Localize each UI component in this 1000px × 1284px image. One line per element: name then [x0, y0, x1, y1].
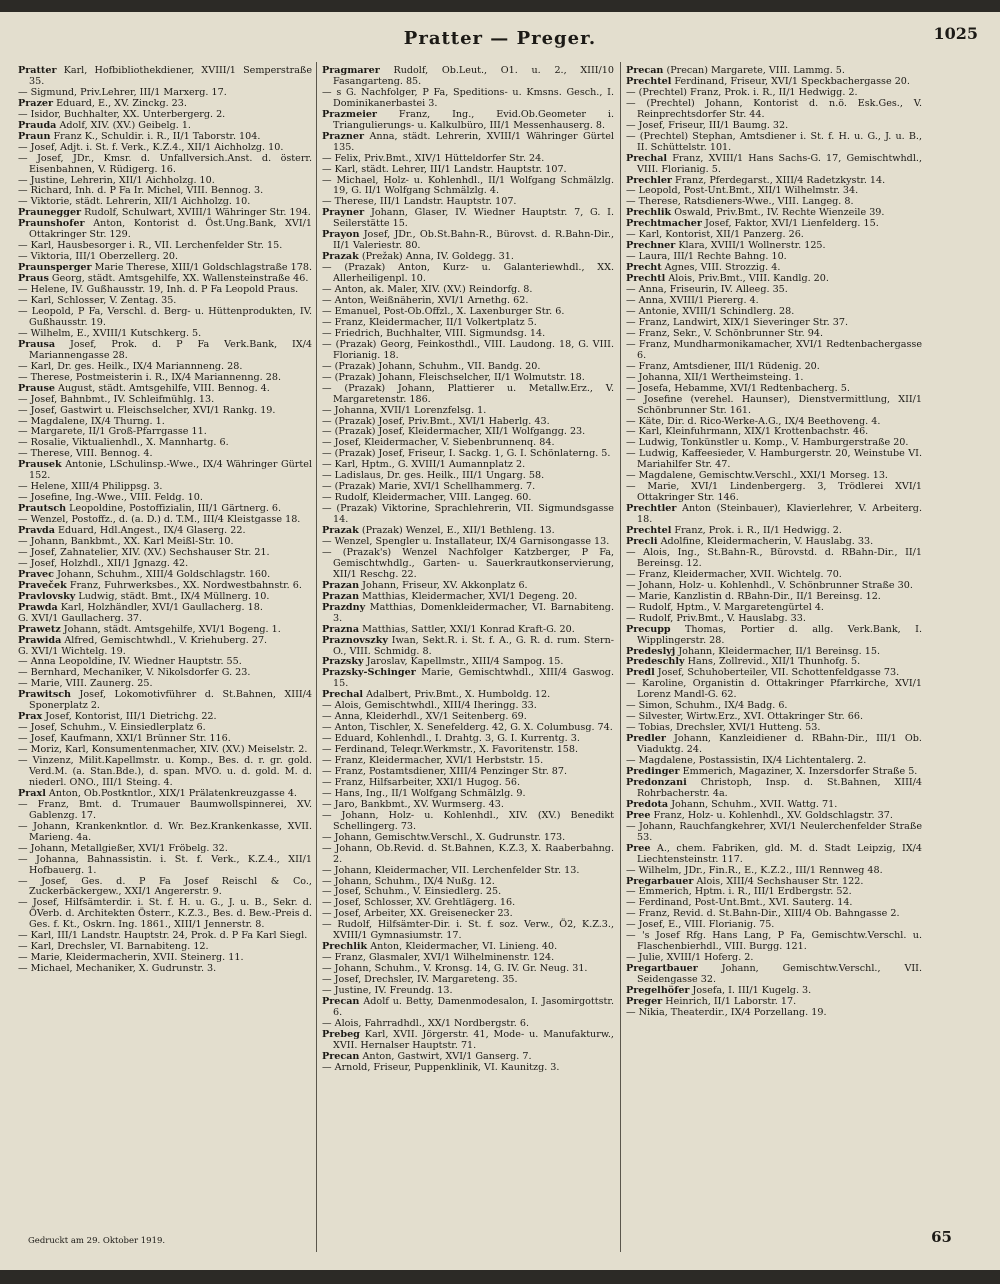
directory-entry: — Josef, Arbeiter, XX. Greisenecker 23.: [322, 908, 513, 920]
directory-entry: — Leopold, P Fa, Verschl. d. Berg- u. Hüttenprodukten, IV. Gußhausstr. 19.: [18, 305, 312, 328]
directory-entry: — Marie, XVI/1 Lindenbergerg. 3, Trödlerei XVI/1 Ottakringer Str. 146.: [626, 481, 922, 504]
directory-entry: — Josefine, Ing.-Wwe., VIII. Feldg. 10.: [18, 492, 203, 504]
directory-entry: — Ferdinand, Teleqr.Werkmstr., X. Favoritenstr. 158.: [322, 744, 579, 756]
directory-entry: — Nikia, Theaterdir., IX/4 Porzellang. 19.: [626, 1006, 827, 1018]
directory-entry: Prausek Antonie, LSchulinsp.-Wwe., IX/4 Währinger Gürtel 152.: [18, 459, 312, 482]
directory-entry: — Ferdinand, Post-Unt.Bmt., XVI. Sauterg. 14.: [626, 897, 853, 909]
directory-entry: — (Prechtel) Stephan, Amtsdiener i. St. f. H. u. G., J. u. B., II. Schüttelstr. 101.: [626, 130, 922, 153]
page-title: Pratter — Preger.: [403, 28, 597, 49]
directory-entry: — Johann, Bankbmt., XX. Karl Meißl-Str. 10.: [18, 535, 234, 547]
directory-entry: Pravlovsky Ludwig, städt. Bmt., IX/4 Müllnerg. 10.: [18, 590, 270, 602]
directory-entry: Prazsky-Schinger Marie, Gemischtwhdl., XIII/4 Gaswog. 15.: [322, 667, 614, 690]
directory-entry: — Karl, Kontorist, XII/1 Panzerg. 26.: [626, 229, 804, 241]
directory-entry: Prauda Adolf, XIV. (XV.) Geibelg. 1.: [18, 119, 191, 131]
directory-entry: — Josef, Bahnbmt., IV. Schleifmühlg. 13.: [18, 393, 215, 405]
directory-entry: Prawitsch Josef, Lokomotivführer d. St.Bahnen, XIII/4 Sponerplatz 2.: [18, 689, 312, 712]
directory-entry: Prazak (Prazak) Wenzel, E., XII/1 Bethleng. 13.: [322, 525, 555, 537]
directory-entry: — Johann, Metallgießer, XVI/1 Fröbelg. 32.: [18, 842, 228, 854]
directory-entry: — Anna Leopoldine, IV. Wiedner Hauptstr. 55.: [18, 656, 242, 668]
directory-entry: — Johann, Kleidermacher, VII. Lerchenfelder Str. 13.: [322, 864, 580, 876]
directory-entry: — Johann, Rauchfangkehrer, XVI/1 Neulerchenfelder Straße 53.: [626, 820, 922, 843]
directory-entry: — Alois, Gemischtwhdl., XIII/4 Iheringg. 33.: [322, 700, 537, 712]
directory-entry: — Josef, Schuhm., V. Einsiedlerg. 25.: [322, 886, 502, 898]
directory-entry: — Rudolf, Kleidermacher, VIII. Langeg. 60.: [322, 492, 532, 504]
directory-entry: Predonzani Christoph, Insp. d. St.Bahnen, XIII/4 Rohrbacherstr. 4a.: [626, 776, 922, 799]
directory-entry: Praunshofer Anton, Kontorist d. Öst.Ung.Bank, XVI/1 Ottakringer Str. 129.: [18, 218, 312, 241]
directory-entry: Prazna Matthias, Sattler, XXI/1 Konrad Kraft-G. 20.: [322, 623, 575, 635]
directory-entry: — Emmerich, Hptm. i. R., III/1 Erdbergstr. 52.: [626, 886, 852, 898]
directory-entry: Prechal Adalbert, Priv.Bmt., X. Humboldg. 12.: [322, 689, 551, 701]
directory-entry: — Karl, III/1 Landstr. Hauptstr. 24, Prok. d. P Fa Karl Siegl.: [18, 930, 308, 942]
directory-entry: — Anna, XVIII/1 Piererg. 4.: [626, 295, 759, 307]
directory-entry: — Josef, Adjt. i. St. f. Verk., K.Z.4., XII/1 Aichholzg. 10.: [18, 141, 284, 153]
directory-entry: Praveček Franz, Fuhrwerksbes., XX. Nordwestbahnstr. 6.: [18, 579, 302, 591]
directory-entry: — Rosalie, Viktualienhdl., X. Mannhartg. 6.: [18, 437, 229, 449]
directory-entry: — Franz, Kleidermacher, II/1 Volkertplatz 5.: [322, 316, 537, 328]
directory-entry: Prechtel Franz, Prok. i. R., II/1 Hedwigg. 2.: [626, 525, 842, 537]
directory-entry: G. XVI/1 Wichtelg. 19.: [18, 645, 126, 657]
directory-entry: Prazsky Jaroslav, Kapellmstr., XIII/4 Sampog. 15.: [322, 656, 564, 668]
directory-entry: — Johann, Holz- u. Kohlenhdl., XIV. (XV.) Benedikt Schellingerg. 73.: [322, 809, 614, 832]
directory-entry: — Wenzel, Spengler u. Installateur, IX/4 Garnisongasse 13.: [322, 535, 610, 547]
directory-entry: — Michael, Holz- u. Kohlenhdl., II/1 Wolfgang Schmälzlg. 19, G. II/1 Wolfgang Schmälzlg. 4.: [322, 174, 614, 197]
directory-entry: — (Prazak) Johann, Fleischselcher, II/1 Wolmutstr. 18.: [322, 371, 585, 383]
directory-entry: — Richard, Inh. d. P Fa Ir. Michel, VIII. Bennog. 3.: [18, 185, 264, 197]
directory-entry: Prawetz Johann, städt. Amtsgehilfe, XVI/1 Bogeng. 1.: [18, 623, 281, 635]
directory-entry: Pravec Johann, Schuhm., XIII/4 Goldschlagstr. 160.: [18, 568, 271, 580]
directory-entry: Prechlik Oswald, Priv.Bmt., IV. Rechte Wienzeile 39.: [626, 207, 885, 219]
directory-entry: — Josef, Friseur, III/1 Baumg. 32.: [626, 119, 789, 131]
directory-entry: — Rudolf, Hptm., V. Margaretengürtel 4.: [626, 601, 824, 613]
directory-entry: — Franz, Sekr., V. Schönbrunner Str. 94.: [626, 327, 824, 339]
directory-entry: Praunegger Rudolf, Schulwart, XVIII/1 Währinger Str. 194.: [18, 207, 311, 219]
directory-entry: — Eduard, Kohlenhdl., I. Drahtg. 3, G. I. Kurrentg. 3.: [322, 733, 580, 745]
directory-entry: Pree Franz, Holz- u. Kohlenhdl., XV. Goldschlagstr. 37.: [626, 809, 893, 821]
directory-entry: — Antonie, XVIII/1 Schindlerg. 28.: [626, 305, 795, 317]
sheet-number: 65: [931, 1228, 952, 1246]
directory-entry: — Johanna, Bahnassistin. i. St. f. Verk., K.Z.4., XII/1 Hofbauerg. 1.: [18, 853, 312, 876]
directory-entry: Precan Anton, Gastwirt, XVI/1 Ganserg. 7.: [322, 1050, 532, 1062]
directory-entry: Precan Adolf u. Betty, Damenmodesalon, I. Jasomirgottstr. 6.: [322, 996, 614, 1018]
directory-entry: — Josef, E., VIII. Florianig. 75.: [626, 919, 775, 931]
directory-entry: — Josefine (verehel. Haunser), Dienstvermittlung, XII/1 Schönbrunner Str. 161.: [626, 393, 922, 416]
directory-entry: — Franz, Kleidermacher, XVI/1 Herbststr. 15.: [322, 755, 544, 767]
directory-entry: — Josef, Schlosser, XV. Grehtlägerg. 16.: [322, 897, 516, 909]
directory-column-3: [626, 66, 922, 1246]
directory-entry: — Karl, städt. Lehrer, III/1 Landstr. Hauptstr. 107.: [322, 163, 567, 175]
directory-entry: Prazer Eduard, E., XV. Zinckg. 23.: [18, 97, 187, 109]
directory-entry: Predler Johann, Kanzleidiener d. RBahn-Dir., III/1 Ob. Viaduktg. 24.: [626, 733, 922, 756]
directory-entry: Prechtl Alois, Priv.Bmt., VIII. Kandlg. 20.: [626, 273, 829, 285]
directory-entry: — Karl, Schlosser, V. Zentag. 35.: [18, 295, 177, 307]
directory-entry: — Josef, Kleidermacher, V. Siebenbrunnenq. 84.: [322, 437, 555, 449]
directory-entry: — Karl, Dr. ges. Heilk., IX/4 Mariannneng. 28.: [18, 360, 243, 372]
directory-entry: Prazan Matthias, Kleidermacher, XVI/1 Degeng. 20.: [322, 590, 578, 602]
column-divider: [316, 62, 317, 1252]
directory-entry: Prax Josef, Kontorist, III/1 Dietrichg. 22.: [18, 711, 217, 723]
directory-entry: — Therese, III/1 Landstr. Hauptstr. 107.: [322, 196, 517, 208]
directory-entry: — Helene, XIII/4 Philippsg. 3.: [18, 481, 163, 493]
directory-entry: Pregelhöfer Josefa, I. III/1 Kugelg. 3.: [626, 985, 812, 997]
directory-entry: — Josef, Zahnatelier, XIV. (XV.) Sechshauser Str. 21.: [18, 546, 270, 558]
directory-entry: — Ludwig, Tonkünstler u. Komp., V. Hamburgerstraße 20.: [626, 437, 909, 449]
directory-entry: — (Prazak) Viktorine, Sprachlehrerin, VII. Sigmundsgasse 14.: [322, 503, 614, 526]
directory-entry: — Ludwig, Kaffeesieder, V. Hamburgerstr. 20, Weinstube VI. Mariahilfer Str. 47.: [626, 448, 922, 471]
directory-entry: — Franz, Glasmaler, XVI/1 Wilhelminenstr. 124.: [322, 952, 555, 964]
directory-entry: — (Prazak) Anton, Kurz- u. Galanteriewhdl., XX. Allerheiligenpl. 10.: [322, 262, 614, 285]
directory-entry: Prebeg Karl, XVII. Jörgerstr. 41, Mode- u. Manufakturw., XVII. Hernalser Hauptstr. 71.: [322, 1028, 614, 1051]
directory-entry: Precan (Precan) Margarete, VIII. Lammg. 5.: [626, 66, 845, 76]
directory-entry: Prayner Johann, Glaser, IV. Wiedner Hauptstr. 7, G. I. Seilerstätte 15.: [322, 207, 614, 230]
directory-entry: — Michael, Mechaniker, X. Gudrunstr. 3.: [18, 963, 217, 975]
directory-entry: Praznovszky Iwan, Sekt.R. i. St. f. A., G. R. d. rum. Stern-O., VIII. Schmidg. 8.: [322, 634, 614, 657]
directory-entry: G. XVI/1 Gaullacherg. 37.: [18, 612, 143, 624]
directory-entry: — Franz, Revid. d. St.Bahn-Dir., XIII/4 Ob. Bahngasse 2.: [626, 908, 900, 920]
directory-entry: — Arnold, Friseur, Puppenklinik, VI. Kaunitzg. 3.: [322, 1061, 560, 1073]
directory-entry: — Käte, Dir. d. Rico-Werke-A.G., IX/4 Beethoveng. 4.: [626, 415, 881, 427]
scan-edge-bottom: [0, 1270, 1000, 1284]
directory-entry: Prazner Anna, städt. Lehrerin, XVIII/1 Währinger Gürtel 135.: [322, 130, 614, 153]
print-date-note: Gedruckt am 29. Oktober 1919.: [28, 1236, 166, 1246]
directory-entry: — Viktoria, III/1 Oberzellerg. 20.: [18, 251, 179, 263]
directory-entry: — Johann, Krankenkntlor. d. Wr. Bez.Krankenkasse, XVII. Marieng. 4a.: [18, 820, 312, 843]
directory-entry: — (Prazak) Josef, Priv.Bmt., XVI/1 Haberlg. 43.: [322, 415, 550, 427]
directory-entry: — Justine, IV. Freundg. 13.: [322, 985, 453, 997]
directory-entry: — Josef, Gastwirt u. Fleischselcher, XVI/1 Rankg. 19.: [18, 404, 276, 416]
directory-entry: — Franz, Landwirt, XIX/1 Sieveringer Str. 37.: [626, 316, 849, 328]
page-number: 1025: [933, 24, 978, 43]
directory-entry: — Johanna, XII/1 Wertheimsteing. 1.: [626, 371, 804, 383]
directory-entry: Prayon Josef, JDr., Ob.St.Bahn-R., Bürovst. d. R.Bahn-Dir., II/1 Valeriestr. 80.: [322, 229, 614, 252]
directory-entry: — Karl, Drechsler, VI. Barnabiteng. 12.: [18, 941, 209, 953]
directory-entry: — Tobias, Drechsler, XVI/1 Hutteng. 53.: [626, 722, 821, 734]
directory-entry: — Simon, Schuhm., IX/4 Badg. 6.: [626, 700, 788, 712]
directory-entry: Praxl Anton, Ob.Postkntlor., XIX/1 Prälatenkreuzgasse 4.: [18, 787, 297, 799]
directory-entry: — Josefa, Hebamme, XVI/1 Redtenbacherg. 5.: [626, 382, 850, 394]
directory-entry: — Laura, III/1 Rechte Bahng. 10.: [626, 251, 787, 263]
directory-entry: — (Prechtel) Johann, Kontorist d. n.ö. Esk.Ges., V. Reinprechtsdorfer Str. 44.: [626, 97, 922, 120]
directory-entry: Pregartbauer Johann, Gemischtw.Verschl., VII. Seidengasse 32.: [626, 963, 922, 986]
directory-entry: Predl Josef, Schuhoberteiler, VII. Schottenfeldgasse 73.: [626, 667, 900, 679]
directory-entry: Prechtler Anton (Steinbauer), Klavierlehrer, V. Arbeiterg. 18.: [626, 503, 922, 526]
directory-entry: — (Prazak) Johann, Plattierer u. Metallw.Erz., V. Margaretenstr. 186.: [322, 382, 614, 405]
directory-entry: — Josef, Kaufmann, XXI/1 Brünner Str. 116.: [18, 733, 231, 745]
directory-entry: — Marie, VIII. Zaunerg. 25.: [18, 678, 153, 690]
directory-entry: — Magdalene, Gemischtw.Verschl., XXI/1 Morseg. 13.: [626, 470, 888, 482]
directory-column-2: [322, 66, 614, 1246]
directory-entry: — Karoline, Organistin d. Ottakringer Pfarrkirche, XVI/1 Lorenz Mandl-G. 62.: [626, 678, 922, 701]
directory-entry: — Therese, Ratsdieners-Wwe., VIII. Langeg. 8.: [626, 196, 854, 208]
directory-entry: — Karl, Kleinfuhrmann, XIX/1 Krottenbachstr. 46.: [626, 426, 869, 438]
directory-entry: — Alois, Ing., St.Bahn-R., Bürovstd. d. RBahn-Dir., II/1 Bereinsg. 12.: [626, 546, 922, 569]
directory-entry: — Magdalene, IX/4 Thurng. 1.: [18, 415, 165, 427]
directory-entry: Predeslyj Johann, Kleidermacher, II/1 Bereinsg. 15.: [626, 645, 880, 657]
directory-entry: — Johann, Schuhm., IX/4 Nußg. 12.: [322, 875, 495, 887]
directory-entry: — Alois, Fahrradhdl., XX/1 Nordbergstr. 6.: [322, 1017, 530, 1029]
directory-entry: Pregarbauer Alois, XIII/4 Sechshauser Str. 122.: [626, 875, 864, 887]
directory-entry: — Hans, Ing., II/1 Wolfgang Schmälzlg. 9.: [322, 787, 526, 799]
directory-entry: — Josef, Holzhdl., XII/1 Jgnazg. 42.: [18, 557, 189, 569]
directory-entry: Prawda Karl, Holzhändler, XVI/1 Gaullacherg. 18.: [18, 601, 263, 613]
directory-entry: — Marie, Kanzlistin d. RBahn-Dir., II/1 Bereinsg. 12.: [626, 590, 881, 602]
directory-entry: — Marie, Kleidermacherin, XVII. Steinerg. 11.: [18, 952, 244, 964]
directory-entry: — Therese, Postmeisterin i. R., IX/4 Mariannenng. 28.: [18, 371, 282, 383]
directory-entry: Prautsch Leopoldine, Postoffizialin, III/1 Gärtnerg. 6.: [18, 503, 282, 515]
directory-entry: — (Prazak) Josef, Friseur, I. Sackg. 1, G. I. Schönlaterng. 5.: [322, 448, 611, 460]
directory-entry: Prause August, städt. Amtsgehilfe, VIII. Bennog. 4.: [18, 382, 270, 394]
directory-entry: — Josef, Ges. d. P Fa Josef Reischl & Co., Zuckerbäckergew., XXI/1 Angererstr. 9.: [18, 875, 312, 898]
directory-entry: Precli Adolfine, Kleidermacherin, V. Hauslabg. 33.: [626, 535, 874, 547]
directory-entry: — (Prazak's) Wenzel Nachfolger Katzberger, P Fa, Gemischtwhdlg., Garten- u. Sauerkrautkonservierung, XII/1 Reschg. 22.: [322, 546, 614, 580]
directory-entry: — (Prazak) Josef, Kleidermacher, XII/1 Wolfgangg. 23.: [322, 426, 586, 438]
directory-entry: — s G. Nachfolger, P Fa, Speditions- u. Kmsns. Gesch., I. Dominikanerbastei 3.: [322, 86, 614, 109]
directory-entry: — Josef, JDr., Kmsr. d. Unfallversich.Anst. d. österr. Eisenbahnen, V. Rüdigerg. 16.: [18, 152, 312, 175]
directory-entry: — Jaro, Bankbmt., XV. Wurmserg. 43.: [322, 798, 504, 810]
directory-entry: Prazmeier Franz, Ing., Evid.Ob.Geometer i. Triangulierungs- u. Kalkulbüro, III/1 Messenhauserg. 8.: [322, 108, 614, 131]
directory-entry: — Leopold, Post-Unt.Bmt., XII/1 Wilhelmstr. 34.: [626, 185, 859, 197]
directory-entry: — Moriz, Karl, Konsumentenmacher, XIV. (XV.) Meiselstr. 2.: [18, 744, 308, 756]
directory-entry: — Franz, Kleidermacher, XVII. Wichtelg. 70.: [626, 568, 842, 580]
directory-entry: Prechtmacher Josef, Faktor, XVI/1 Lienfelderg. 15.: [626, 218, 879, 230]
directory-entry: — Anton, Tischler, X. Senefelderg. 42, G. X. Columbusg. 74.: [322, 722, 613, 734]
directory-entry: Precupp Thomas, Portier d. allg. Verk.Bank, I. Wipplingerstr. 28.: [626, 623, 922, 646]
directory-entry: Praun Franz K., Schuldir. i. R., II/1 Taborstr. 104.: [18, 130, 261, 142]
directory-entry: Pravda Eduard, Hdl.Angest., IX/4 Glaserg. 22.: [18, 525, 246, 537]
directory-entry: Prausa Josef, Prok. d. P Fa Verk.Bank, IX/4 Mariannengasse 28.: [18, 338, 312, 361]
directory-entry: Precht Agnes, VIII. Strozzig. 4.: [626, 262, 781, 274]
directory-entry: — (Prazak) Marie, XVI/1 Schellhammerg. 7.: [322, 481, 536, 493]
directory-entry: Pragmarer Rudolf, Ob.Leut., Ö1. u. 2., XIII/10 Fasangarteng. 85.: [322, 66, 614, 87]
directory-entry: — Wilhelm, E., XVIII/1 Kutschkerg. 5.: [18, 327, 202, 339]
directory-entry: — Rudolf, Hilfsämter-Dir. i. St. f. soz. Verw., Ö2, K.Z.3., XVIII/1 Gymnasiumstr. 17.: [322, 919, 614, 942]
directory-entry: — Emanuel, Post-Ob.Offzl., X. Laxenburger Str. 6.: [322, 305, 565, 317]
directory-entry: — Bernhard, Mechaniker, V. Nikolsdorfer G. 23.: [18, 667, 251, 679]
directory-entry: — Wilhelm, JDr., Fin.R., E., K.Z.2., III/1 Rennweg 48.: [626, 864, 883, 876]
directory-column-1: [18, 66, 312, 1246]
directory-entry: — Anna, Kleiderhdl., XV/1 Seitenberg. 69.: [322, 711, 527, 723]
directory-entry: — Anton, Weißnäherin, XVI/1 Arnethg. 62.: [322, 295, 529, 307]
directory-entry: — Isidor, Buchhalter, XX. Unterbergerg. 2.: [18, 108, 226, 120]
directory-entry: — Karl, Hptm., G. XVIII/1 Aumannplatz 2.: [322, 459, 526, 471]
directory-entry: Prazdny Matthias, Domenkleidermacher, VI. Barnabiteng. 3.: [322, 601, 614, 624]
directory-entry: Predota Johann, Schuhm., XVII. Wattg. 71.: [626, 798, 838, 810]
directory-entry: — Julie, XVIII/1 Hoferg. 2.: [626, 952, 754, 964]
directory-entry: Prazan Johann, Friseur, XV. Akkonplatz 6.: [322, 579, 528, 591]
directory-entry: — Josef, Schuhm., V. Einsiedlerplatz 6.: [18, 722, 206, 734]
directory-entry: — Felix, Priv.Bmt., XIV/1 Hütteldorfer Str. 24.: [322, 152, 545, 164]
directory-entry: — Johann, Holz- u. Kohlenhdl., V. Schönbrunner Straße 30.: [626, 579, 913, 591]
directory-entry: — Rudolf, Priv.Bmt., V. Hauslabg. 33.: [626, 612, 806, 624]
directory-entry: — Friedrich, Buchhalter, VIII. Sigmundsg. 14.: [322, 327, 546, 339]
directory-entry: — Silvester, Wirtw.Erz., XVI. Ottakringer Str. 66.: [626, 711, 864, 723]
page-header: [0, 24, 1000, 54]
directory-entry: — Anton, ak. Maler, XIV. (XV.) Reindorfg. 8.: [322, 284, 533, 296]
directory-entry: Praunsperger Marie Therese, XIII/1 Goldschlagstraße 178.: [18, 262, 312, 274]
directory-entry: Praus Georg, städt. Amtsgehilfe, XX. Wallensteinstraße 46.: [18, 273, 309, 285]
directory-entry: Prechlik Anton, Kleidermacher, VI. Linieng. 40.: [322, 941, 558, 953]
directory-entry: — Johanna, XVII/1 Lorenzfelsg. 1.: [322, 404, 487, 416]
directory-entry: — Magdalene, Postassistin, IX/4 Lichtentalerg. 2.: [626, 755, 867, 767]
directory-entry: — (Prazak) Johann, Schuhm., VII. Bandg. 20.: [322, 360, 541, 372]
directory-entry: Prechtel Ferdinand, Friseur, XVI/1 Speckbachergasse 20.: [626, 75, 910, 87]
directory-entry: — Franz, Postamtsdiener, XIII/4 Penzinger Str. 87.: [322, 766, 568, 777]
directory-entry: — Franz, Bmt. d. Trumauer Baumwollspinnerei, XV. Gablenzg. 17.: [18, 798, 312, 821]
directory-entry: — Therese, VIII. Bennog. 4.: [18, 448, 153, 460]
directory-entry: — Franz, Amtsdiener, III/1 Rüdenig. 20.: [626, 360, 820, 372]
directory-entry: — Justine, Lehrerin, XII/1 Aichholzg. 10.: [18, 174, 215, 186]
directory-entry: Preger Heinrich, II/1 Laborstr. 17.: [626, 996, 797, 1008]
directory-entry: Pree A., chem. Fabriken, gld. M. d. Stadt Leipzig, IX/4 Liechtensteinstr. 117.: [626, 842, 922, 865]
directory-entry: Prazak (Prežak) Anna, IV. Goldegg. 31.: [322, 251, 514, 263]
directory-entry: — Wenzel, Postoffz., d. (a. D.) d. T.M., III/4 Kleistgasse 18.: [18, 514, 301, 526]
directory-entry: Pratter Karl, Hofbibliothekdiener, XVIII/1 Semperstraße 35.: [18, 66, 312, 87]
directory-entry: — Sigmund, Priv.Lehrer, III/1 Marxerg. 17.: [18, 86, 227, 98]
directory-entry: — Ladislaus, Dr. ges. Heilk., III/1 Ungarg. 58.: [322, 470, 545, 482]
directory-entry: — Josef, Hilfsämterdir. i. St. f. H. u. G., J. u. B., Sekr. d. ÖVerb. d. Architekten Österr., K.Z.3., Bes. d. Bew.-Preis d. Ges. f. Kt., Oskrn. Ing. 1861., XIII/1 Jennerstr. 8.: [18, 897, 312, 931]
directory-entry: — Johann, Gemischtw.Verschl., X. Gudrunstr. 173.: [322, 831, 566, 843]
directory-entry: — Franz, Mundharmonikamacher, XVI/1 Redtenbachergasse 6.: [626, 338, 922, 361]
directory-entry: — Josef, Drechsler, IV. Margareteng. 35.: [322, 974, 518, 986]
directory-entry: — Johann, Ob.Revid. d. St.Bahnen, K.Z.3, X. Raaberbahng. 2.: [322, 842, 614, 865]
directory-entry: — (Prechtel) Franz, Prok. i. R., II/1 Hedwigg. 2.: [626, 86, 858, 98]
directory-entry: — (Prazak) Georg, Feinkosthdl., VIII. Laudong. 18, G. VIII. Florianig. 18.: [322, 338, 614, 361]
directory-entry: — Helene, IV. Gußhausstr. 19, Inh. d. P Fa Leopold Praus.: [18, 284, 299, 296]
directory-entry: — Margarete, II/1 Groß-Pfarrgasse 11.: [18, 426, 207, 438]
scan-edge-top: [0, 0, 1000, 12]
directory-entry: Predeschly Hans, Zollrevid., XII/1 Thunhofg. 5.: [626, 656, 861, 668]
directory-entry: — Franz, Hilfsarbeiter, XXI/1 Hugog. 56.: [322, 776, 521, 788]
column-divider: [620, 62, 621, 1252]
directory-entry: — Anna, Friseurin, IV. Alleeg. 35.: [626, 284, 788, 296]
directory-entry: Prechner Klara, XVIII/1 Wollnerstr. 125.: [626, 240, 826, 252]
directory-entry: — 's Josef Rfg. Hans Lang, P Fa, Gemischtw.Verschl. u. Flaschenbierhdl., VIII. Burgg. 121.: [626, 930, 922, 953]
directory-entry: Prawida Alfred, Gemischtwhdl., V. Kriehuberg. 27.: [18, 634, 268, 646]
directory-entry: — Karl, Hausbesorger i. R., VII. Lerchenfelder Str. 15.: [18, 240, 283, 252]
directory-entry: Predinger Emmerich, Magaziner, X. Inzersdorfer Straße 5.: [626, 766, 918, 777]
directory-entry: — Johann, Schuhm., V. Kronsg. 14, G. IV. Gr. Neug. 31.: [322, 963, 588, 975]
directory-entry: Prechler Franz, Pferdegarst., XIII/4 Radetzkystr. 14.: [626, 174, 886, 186]
directory-entry: — Vinzenz, Milit.Kapellmstr. u. Komp., Bes. d. r. gr. gold. Verd.M. (a. Stan.Bde.), d. span. MVO. u. d. gold. M. d. niederl. ONO., III/1 Steing. 4.: [18, 755, 312, 788]
directory-entry: — Viktorie, städt. Lehrerin, XII/1 Aichholzg. 10.: [18, 196, 251, 208]
directory-entry: Prechal Franz, XVIII/1 Hans Sachs-G. 17, Gemischtwhdl., VIII. Florianig. 5.: [626, 152, 922, 175]
